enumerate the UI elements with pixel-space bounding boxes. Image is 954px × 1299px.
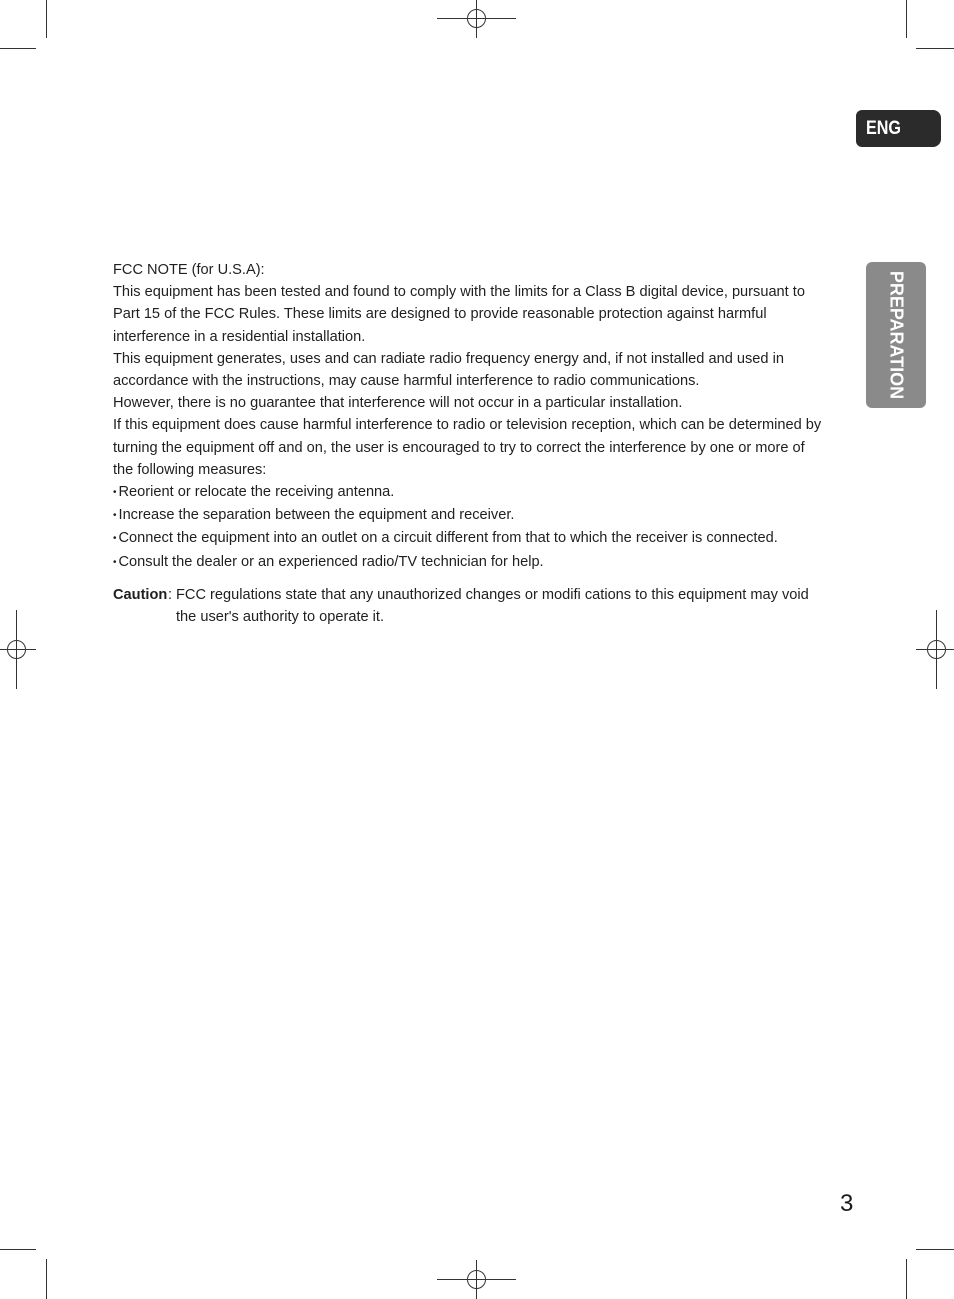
fcc-note-title: FCC NOTE (for U.S.A): (113, 262, 265, 278)
measures-list (113, 481, 825, 574)
caution-separator: : (168, 586, 173, 603)
register-mark-right (916, 610, 954, 689)
fcc-paragraph-radiation: This equipment generates, uses and can radiate radio frequency energy and, if not installed and used in accordance with the instructions, may cause harmful interference to radio communications. (113, 350, 784, 390)
page-number: 3 (840, 1190, 854, 1217)
fcc-paragraph-compliance: This equipment has been tested and found to comply with the limits for a Class B digital device, pursuant to Part 15 of the FCC Rules. These limits are designed to provide reasonable protection against harmful interference in a residential installation. (113, 284, 805, 345)
list-item: • Connect the equipment into an outlet on a circuit different from that to which the receiver is connected. (113, 530, 778, 547)
register-mark-top (437, 0, 516, 38)
fcc-note (113, 259, 825, 628)
register-mark-bottom (437, 1260, 516, 1299)
register-mark-left (0, 610, 36, 689)
caution-label: Caution (113, 586, 168, 603)
bullet-icon: • (113, 487, 117, 499)
bullet-icon: • (113, 556, 117, 568)
language-tab-label: ENG (866, 118, 902, 139)
caution-text: FCC regulations state that any unauthorized changes or modifi cations to this equipment may void the user's authority to operate it. (176, 586, 809, 626)
list-item: • Consult the dealer or an experienced radio/TV technician for help. (113, 553, 544, 570)
list-item: • Increase the separation between the equipment and receiver. (113, 507, 515, 524)
section-tab-label: PREPARATION (886, 270, 907, 400)
caution-note (113, 584, 825, 628)
language-tab (856, 110, 941, 147)
fcc-paragraph-guarantee: However, there is no guarantee that interference will not occur in a particular installation. (113, 395, 683, 412)
bullet-icon: • (113, 533, 117, 545)
list-item: • Reorient or relocate the receiving antenna. (113, 484, 395, 501)
bullet-icon: • (113, 510, 117, 522)
fcc-paragraph-measures: If this equipment does cause harmful interference to radio or television reception, which can be determined by turning the equipment off and on, the user is encouraged to try to correct the interference by one or more of the following measures: (113, 417, 822, 478)
section-tab (866, 262, 926, 408)
